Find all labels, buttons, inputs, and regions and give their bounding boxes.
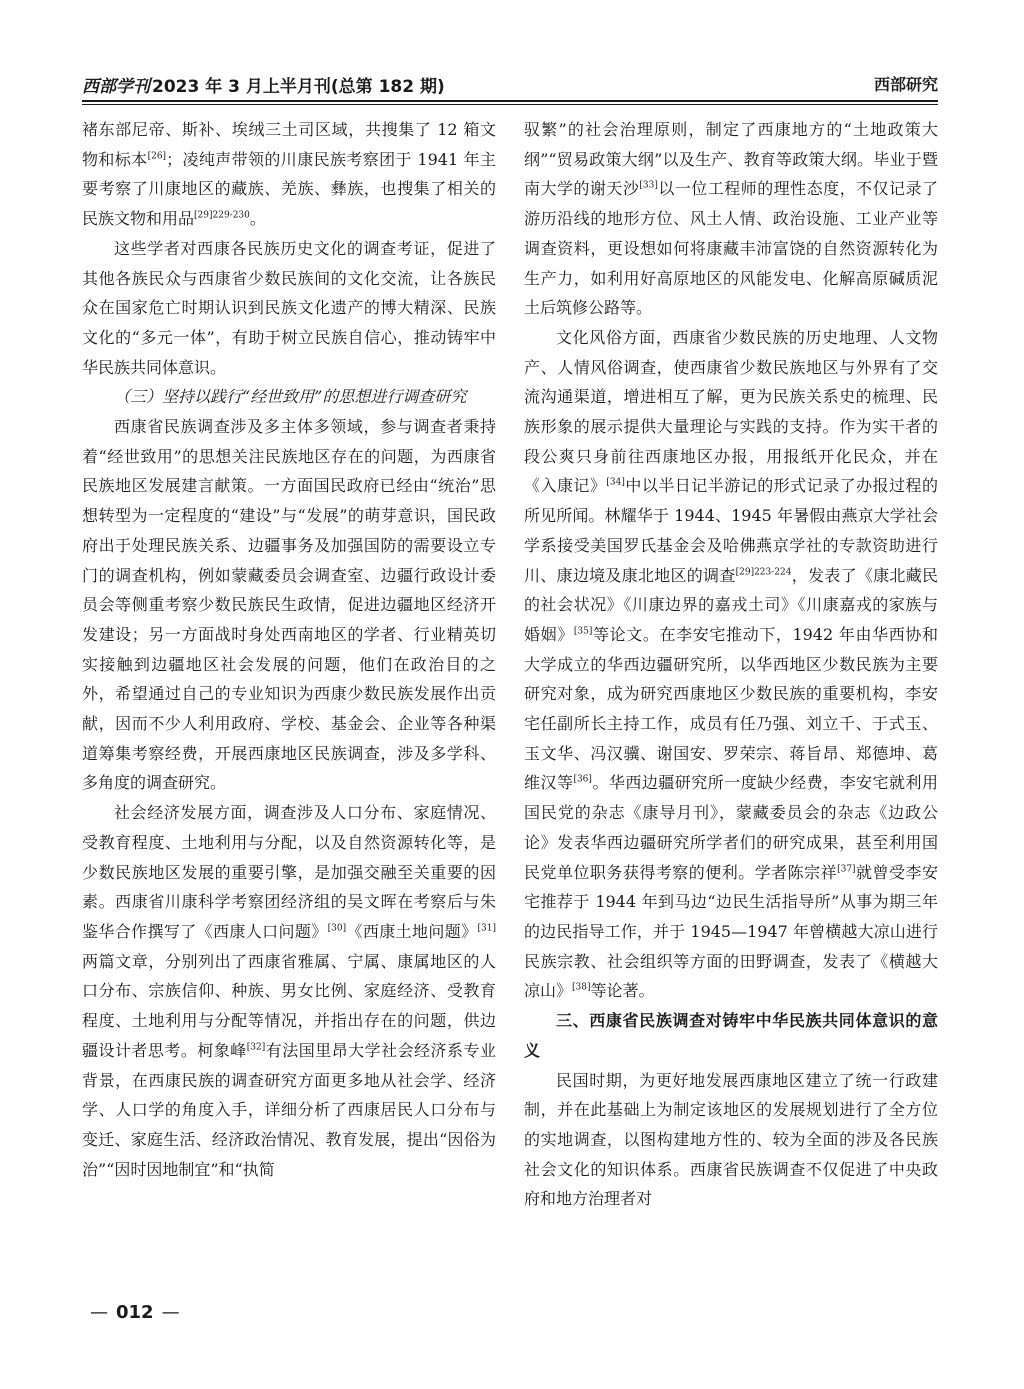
left-column	[82, 115, 496, 1240]
paragraph: 社会经济发展方面，调查涉及人口分布、家庭情况、受教育程度、土地利用与分配，以及自然资源转化等，是少数民族地区发展的重要引擎，是加强交融至关重要的因素。西康省川康科学考察团经济组的吴文晖在考察后与朱鉴华合作撰写了《西康人口问题》[30]《西康土地问题》[31]两篇文章，分别列出了西康省雅属、宁属、康属地区的人口分布、宗族信仰、种族、男女比例、家庭经济、受教育程度、土地利用与分配等情况，并指出存在的问题，供边疆设计者思考。柯象峰[32]有法国里昂大学社会经济系专业背景，在西康民族的调查研究方面更多地从社会学、经济学、人口学的角度入手，详细分析了西康居民人口分布与变迁、家庭生活、经济政治情况、教育发展，提出“因俗为治”“因时因地制宜”和“执简	[82, 803, 496, 1179]
journal-issue-line	[82, 72, 445, 97]
paragraph: 驭繁”的社会治理原则，制定了西康地方的“土地政策大纲”“贸易政策大纲”以及生产、教育等政策大纲。毕业于暨南大学的谢天沙[33]以一位工程师的理性态度，不仅记录了游历沿线的地形方位、风土人情、政治设施、工业产业等调查资料，更设想如何将康藏丰沛富饶的自然资源转化为生产力，如利用好高原地区的风能发电、化解高原碱质泥土后筑修公路等。	[524, 120, 938, 318]
paragraph: 西康省民族调查涉及多主体多领域，参与调查者秉持着“经世致用”的思想关注民族地区存在的问题，为西康省民族地区发展建言献策。一方面国民政府已经由“统治”思想转型为一定程度的“建设”与“发展”的萌芽意识，国民政府出于处理民族关系、边疆事务及加强国防的需要设立专门的调查机构，例如蒙藏委员会调查室、边疆行政设计委员会等侧重考察少数民族民生政情，促进边疆地区经济开发建设；另一方面战时身处西南地区的学者、行业精英切实接触到边疆地区社会发展的问题，他们在政治目的之外，希望通过自己的专业知识为西康少数民族发展作出贡献，因而不少人利用政府、学校、基金会、企业等各种渠道筹集考察经费，开展西康地区民族调查，涉及多学科、多角度的调查研究。	[82, 417, 496, 793]
paragraph: 这些学者对西康各民族历史文化的调查考证，促进了其他各族民众与西康省少数民族间的文化交流，让各族民众在国家危亡时期认识到民族文化遗产的博大精深、民族文化的“多元一体”，有助于树立民族自信心，推动铸牢中华民族共同体意识。	[82, 238, 496, 377]
header-rule-thick	[82, 100, 938, 102]
footer-dash-right: —	[161, 1302, 180, 1323]
section-heading: 三、西康省民族调查对铸牢中华民族共同体意识的意义	[524, 1011, 938, 1060]
right-column	[524, 115, 938, 1240]
subsection-heading: （三）坚持以践行“经世致用”的思想进行调查研究	[114, 387, 467, 407]
page-number: 012	[116, 1302, 154, 1323]
paragraph: 褚东部尼帝、斯补、埃绒三土司区域，共搜集了 12 箱文物和标本[26]；凌纯声带领的川康民族考察团于 1941 年主要考察了川康地区的藏族、羌族、彝族，也搜集了相关的民族文物和用品$^{[29]229-230}$。	[82, 120, 496, 229]
paragraph: 民国时期，为更好地发展西康地区建立了统一行政建制，并在此基础上为制定该地区的发展规划进行了全方位的实地调查，以图构建地方性的、较为全面的涉及各民族社会文化的知识体系。西康省民族调查不仅促进了中央政府和地方治理者对	[524, 1070, 938, 1209]
header-rule-thin	[82, 104, 938, 105]
journal-logo: 西部学刊	[82, 77, 150, 97]
section-label: 西部研究	[873, 75, 938, 94]
running-header	[82, 66, 938, 100]
paragraph: 文化风俗方面，西康省少数民族的历史地理、人文物产、人情风俗调查，使西康省少数民族地区与外界有了交流沟通渠道，增进相互了解，更为民族关系史的梳理、民族形象的展示提供大量理论与实践的支持。作为实干者的段公爽只身前往西康地区办报，用报纸开化民众，并在《入康记》[34]中以半日记半游记的形式记录了办报过程的所见所闻。林耀华于 1944、1945 年暑假由燕京大学社会学系接受美国罗氏基金会及哈佛燕京学社的专款资助进行川、康边境及康北地区的调查$^{[29]223-224}$，发表了《康北藏民的社会状况》《川康边界的嘉戎土司》《川康嘉戎的家族与婚姻》[35]等论文。在李安宅推动下，1942 年由华西协和大学成立的华西边疆研究所，以华西地区少数民族为主要研究对象，成为研究西康地区少数民族的重要机构，李安宅任副所长主持工作，成员有任乃强、刘立千、于式玉、玉文华、冯汉骥、谢国安、罗荣宗、蒋旨昂、郑德坤、葛维汉等[36]。华西边疆研究所一度缺少经费，李安宅就利用国民党的杂志《康导月刊》，蒙藏委员会的杂志《边政公论》发表华西边疆研究所学者们的研究成果，甚至利用国民党单位职务获得考察的便利。学者陈宗祥[37]就曾受李安宅推荐于 1944 年到马边“边民生活指导所”从事为期三年的边民指导工作，并于 1945—1947 年曾横越大凉山进行民族宗教、社会组织等方面的田野调查，发表了《横越大凉山》[38]等论著。	[524, 327, 938, 1001]
footer-dash-left: —	[90, 1302, 108, 1323]
page-footer	[82, 1302, 188, 1323]
issue-label: 2023 年 3 月上半月刊(总第 182 期)	[152, 77, 445, 97]
